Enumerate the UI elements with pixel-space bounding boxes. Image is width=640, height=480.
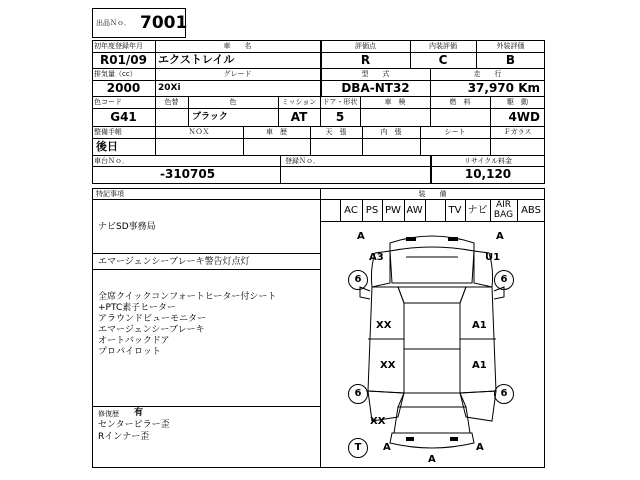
equip-abs: ABS — [521, 205, 541, 216]
chassis-label: 車台Ｎｏ． — [94, 157, 129, 165]
repair-line-2: Rインナー歪 — [98, 432, 150, 442]
mark-front-left: A — [357, 231, 365, 242]
recycle-label: リサイクル料金 — [463, 157, 513, 165]
doors-value: 5 — [335, 110, 345, 124]
mission-label: ミッション — [281, 98, 317, 106]
nox-label: ＮＯＸ — [188, 128, 210, 136]
mark-front-right: A — [496, 231, 504, 242]
feature-4: エマージェンシーブレーキ — [98, 325, 205, 335]
lot-label: 出品Ｎｏ． — [96, 19, 131, 27]
mark-fender-right: U1 — [485, 252, 501, 263]
color-code-value: G41 — [110, 110, 137, 124]
model-label: 型 式 — [361, 70, 390, 78]
drive-value: 4WD — [508, 110, 540, 124]
score-label: 評価点 — [355, 42, 376, 50]
interior-trim-label: 内 張 — [380, 128, 402, 136]
grade-value: 20Xi — [158, 83, 181, 93]
color-value: ブラック — [192, 112, 228, 122]
equip-ac: AC — [344, 205, 358, 216]
equip-navi: ナビ — [467, 205, 488, 216]
mark-door-front-left: XX — [376, 320, 392, 331]
mark-rear-right: A — [476, 442, 484, 453]
mark-door-rear-left: XX — [380, 360, 396, 371]
equip-aw: AW — [406, 205, 423, 216]
car-name-label: 車 名 — [223, 42, 252, 50]
spare-tire: T — [348, 438, 368, 458]
feature-6: プロパイロット — [98, 347, 161, 357]
repair-label: 修復歴 — [98, 410, 119, 418]
equipment-label: 装 備 — [418, 190, 447, 198]
feature-5: オートバックドア — [98, 336, 170, 346]
tire-front-right: 6 — [494, 270, 514, 290]
chassis-value: -310705 — [160, 167, 216, 181]
tire-rear-right: 6 — [494, 384, 514, 404]
mileage-value: 37,970 Km — [467, 81, 540, 95]
notes-label: 特記事項 — [96, 190, 124, 198]
exterior-label: 外装評価 — [496, 42, 525, 50]
feature-3: アラウンドビューモニター — [98, 314, 207, 324]
first-reg-label: 初年度登録年月 — [94, 42, 143, 50]
grade-label: グレード — [223, 70, 252, 78]
inspection-label: 車 検 — [384, 98, 406, 106]
equip-tv: TV — [448, 205, 462, 216]
car-diagram — [320, 221, 545, 468]
car-name-value: エクストレイル — [158, 53, 235, 66]
model-value: DBA-NT32 — [341, 81, 410, 95]
mark-door-front-right: A1 — [472, 320, 487, 331]
score-value: R — [360, 53, 371, 67]
mark-quarter-left: XX — [370, 416, 386, 427]
color-type-label: 色替 — [164, 98, 179, 106]
mark-rear-left: A — [383, 442, 391, 453]
displacement-value: 2000 — [106, 81, 141, 95]
color-code-label: 色コード — [94, 98, 122, 106]
mileage-label: 走 行 — [473, 70, 502, 78]
equip-airbag: AIR BAG — [493, 200, 514, 220]
color-label: 色 — [229, 98, 237, 106]
mark-fender-left: A3 — [369, 252, 384, 263]
repair-line-1: センターピラー歪 — [98, 420, 170, 430]
interior-label: 内装評価 — [429, 42, 457, 50]
manual-label: 整備手帳 — [94, 128, 122, 136]
lot-number: 7001 — [140, 13, 188, 33]
first-reg-value: R01/09 — [99, 53, 148, 67]
fuel-label: 燃 料 — [449, 98, 471, 106]
notes-line2: エマージェンシーブレーキ警告灯点灯 — [98, 257, 250, 267]
mission-value: AT — [290, 110, 308, 124]
tire-front-left: 6 — [348, 270, 368, 290]
feature-2: +PTC素子ヒーター — [98, 303, 176, 313]
repair-value: 有 — [134, 408, 144, 418]
interior-value: C — [438, 53, 448, 67]
tire-rear-left: 6 — [348, 384, 368, 404]
recycle-value: 10,120 — [464, 167, 512, 181]
exterior-value: B — [505, 53, 516, 67]
equip-pw: PW — [385, 205, 401, 216]
history-label: 車 歴 — [266, 128, 287, 136]
displacement-label: 排気量（cc） — [94, 70, 137, 78]
glass-label: Ｆガラス — [503, 128, 532, 136]
seat-label: シート — [444, 128, 466, 136]
roof-label: 天 張 — [325, 128, 347, 136]
regno-label: 登録Ｎｏ． — [285, 157, 320, 165]
feature-1: 全席クイックコンフォートヒーター付シート — [98, 292, 277, 302]
mark-door-rear-right: A1 — [472, 360, 487, 371]
manual-value: 後日 — [96, 140, 118, 153]
drive-label: 駆 動 — [507, 98, 528, 106]
notes-line1: ナビSD事務局 — [98, 222, 156, 232]
doors-label: ドア・形状 — [322, 98, 358, 106]
mark-rear-bottom: A — [428, 454, 436, 465]
equip-ps: PS — [365, 205, 379, 216]
